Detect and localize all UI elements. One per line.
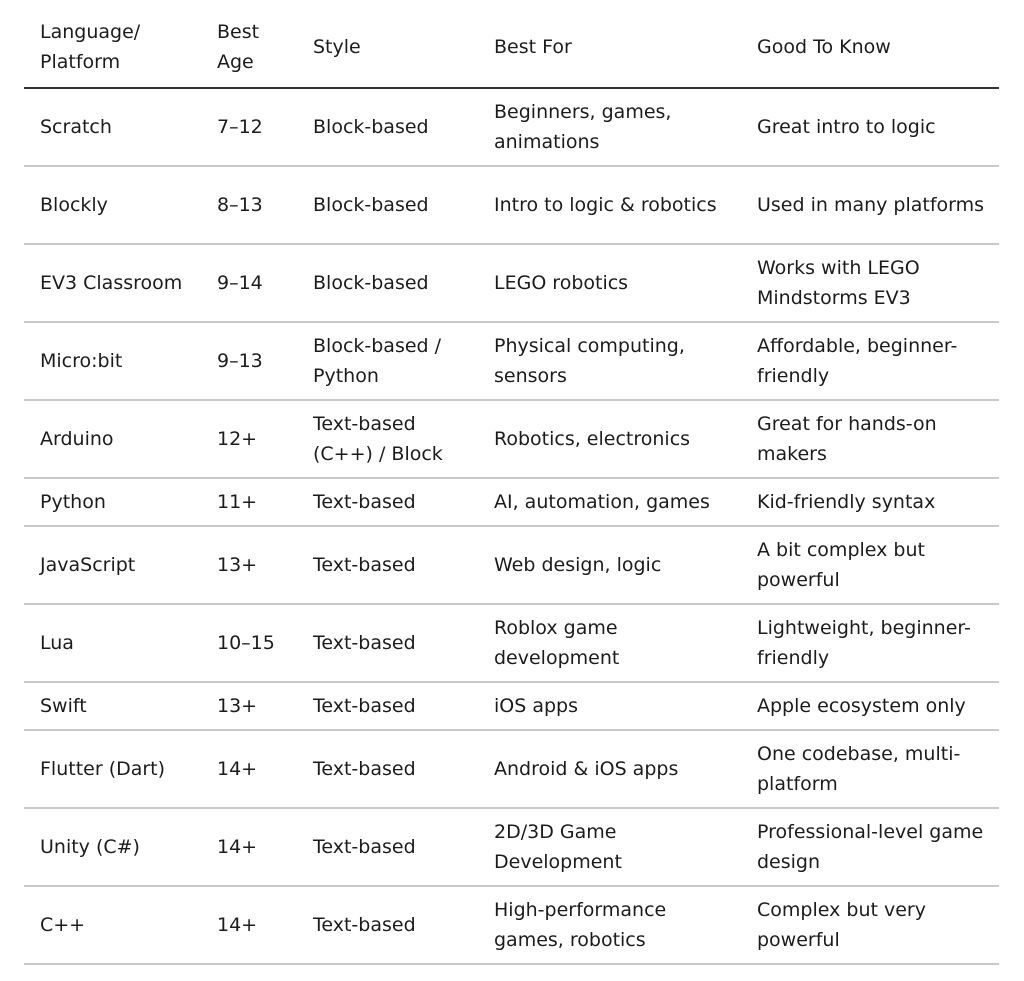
table-row (24, 400, 999, 478)
cell-language: Swift (24, 682, 201, 730)
cell-language: EV3 Classroom (24, 244, 201, 322)
cell-best-for: Intro to logic & robotics (478, 166, 741, 244)
cell-good-to-know: Apple ecosystem only (741, 682, 999, 730)
cell-good-to-know: Professional-level game design (741, 808, 999, 886)
cell-style: Text-based (297, 730, 478, 808)
table-row (24, 730, 999, 808)
cell-good-to-know: Complex but very powerful (741, 886, 999, 964)
cell-style: Block-based (297, 166, 478, 244)
cell-best-for: iOS apps (478, 682, 741, 730)
cell-best-age: 12+ (201, 400, 297, 478)
cell-language: C++ (24, 886, 201, 964)
cell-best-for: High-performance games, robotics (478, 886, 741, 964)
cell-best-age: 14+ (201, 886, 297, 964)
cell-best-for: 2D/3D Game Development (478, 808, 741, 886)
cell-best-age: 10–15 (201, 604, 297, 682)
cell-best-for: Android & iOS apps (478, 730, 741, 808)
cell-language: Scratch (24, 88, 201, 166)
cell-good-to-know: One codebase, multi-platform (741, 730, 999, 808)
header-style: Style (297, 0, 478, 88)
cell-style: Text-based (297, 886, 478, 964)
cell-language: Python (24, 478, 201, 526)
cell-style: Text-based (C++) / Block (297, 400, 478, 478)
cell-best-age: 13+ (201, 526, 297, 604)
header-best-age: Best Age (201, 0, 297, 88)
header-good-to-know: Good To Know (741, 0, 999, 88)
cell-style: Block-based (297, 88, 478, 166)
cell-best-age: 7–12 (201, 88, 297, 166)
cell-best-age: 9–13 (201, 322, 297, 400)
cell-good-to-know: Lightweight, beginner-friendly (741, 604, 999, 682)
cell-good-to-know: Affordable, beginner-friendly (741, 322, 999, 400)
cell-good-to-know: A bit complex but powerful (741, 526, 999, 604)
cell-best-for: LEGO robotics (478, 244, 741, 322)
table-row (24, 166, 999, 244)
cell-language: Blockly (24, 166, 201, 244)
header-language-platform: Language/ Platform (24, 0, 201, 88)
cell-language: Flutter (Dart) (24, 730, 201, 808)
cell-best-for: Robotics, electronics (478, 400, 741, 478)
cell-style: Text-based (297, 526, 478, 604)
table-row (24, 886, 999, 964)
cell-good-to-know: Kid-friendly syntax (741, 478, 999, 526)
cell-best-for: AI, automation, games (478, 478, 741, 526)
header-best-for: Best For (478, 0, 741, 88)
cell-best-for: Beginners, games, animations (478, 88, 741, 166)
cell-good-to-know: Great for hands-on makers (741, 400, 999, 478)
cell-best-age: 13+ (201, 682, 297, 730)
cell-best-age: 14+ (201, 730, 297, 808)
cell-best-age: 14+ (201, 808, 297, 886)
cell-language: JavaScript (24, 526, 201, 604)
cell-style: Block-based (297, 244, 478, 322)
cell-best-for: Physical computing, sensors (478, 322, 741, 400)
cell-style: Text-based (297, 604, 478, 682)
cell-style: Text-based (297, 682, 478, 730)
table-row (24, 478, 999, 526)
cell-best-age: 9–14 (201, 244, 297, 322)
table-row (24, 88, 999, 166)
cell-good-to-know: Used in many platforms (741, 166, 999, 244)
table-row (24, 322, 999, 400)
table-row (24, 682, 999, 730)
cell-style: Block-based / Python (297, 322, 478, 400)
table-row (24, 526, 999, 604)
cell-style: Text-based (297, 808, 478, 886)
cell-best-for: Web design, logic (478, 526, 741, 604)
cell-best-age: 11+ (201, 478, 297, 526)
table-row (24, 604, 999, 682)
cell-language: Arduino (24, 400, 201, 478)
cell-best-age: 8–13 (201, 166, 297, 244)
table-header-row (24, 0, 999, 88)
table-row (24, 244, 999, 322)
programming-languages-table (24, 0, 999, 965)
table-row (24, 808, 999, 886)
cell-language: Lua (24, 604, 201, 682)
cell-language: Unity (C#) (24, 808, 201, 886)
comparison-table-container (24, 0, 999, 965)
cell-style: Text-based (297, 478, 478, 526)
cell-good-to-know: Great intro to logic (741, 88, 999, 166)
cell-best-for: Roblox game development (478, 604, 741, 682)
cell-good-to-know: Works with LEGO Mindstorms EV3 (741, 244, 999, 322)
cell-language: Micro:bit (24, 322, 201, 400)
